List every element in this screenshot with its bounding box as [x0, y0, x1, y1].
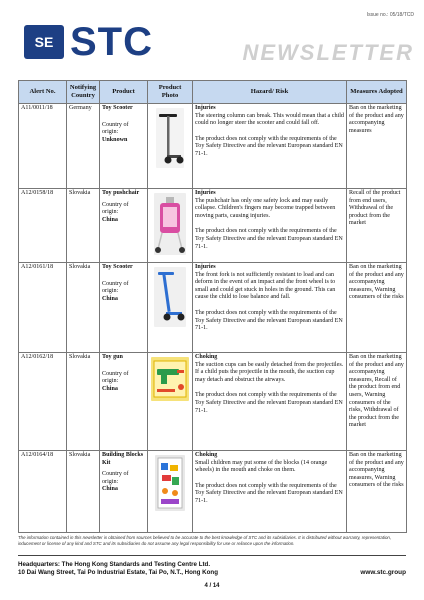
table-row: [19, 104, 407, 189]
page-number: 4 / 14: [204, 583, 220, 589]
headquarters-address: [18, 561, 218, 577]
photo-cell: [148, 189, 193, 263]
measures-cell: Ban on the marketing of the product and any accompanying measures, Recall of the product from end users, Warning consumers of the risks, Withdrawal of the product from the market: [347, 353, 407, 451]
building-blocks-photo: [155, 455, 185, 511]
country-cell: Slovakia: [67, 451, 100, 533]
product-name: Toy Scooter: [102, 105, 133, 111]
stc-logo: [24, 22, 153, 62]
hazard-cell: [193, 353, 347, 451]
origin-country: China: [102, 486, 118, 493]
footer-divider: [18, 555, 406, 556]
hazard-compliance: The product does not comply with the requirements of the Toy Safety Directive and the relevant European standard EN 71-1.: [195, 310, 343, 332]
hazard-description: The pushchair has only one safety lock and may easily collapse. Children's fingers may become trapped between moving parts, causing injuries.: [195, 197, 336, 219]
photo-cell: [148, 353, 193, 451]
origin-label: Country of origin:: [102, 280, 129, 295]
origin-country: China: [102, 216, 118, 223]
alert-no-cell: A12/0164/18: [19, 451, 67, 533]
country-cell: Germany: [67, 104, 100, 189]
measures-cell: Ban on the marketing of the product and any accompanying measures: [347, 104, 407, 189]
measures-cell: Ban on the marketing of the product and any accompanying measures, Warning consumers of the risks: [347, 263, 407, 353]
product-cell: [100, 189, 148, 263]
origin-label: Country of origin:: [102, 121, 129, 136]
hazard-cell: [193, 104, 347, 189]
toy-pushchair-photo: [154, 193, 186, 255]
product-name: Toy gun: [102, 354, 123, 360]
hazard-title: Choking: [195, 452, 218, 458]
header-product-photo: Product Photo: [148, 81, 193, 104]
origin-label: Country of origin:: [102, 471, 129, 485]
country-cell: Slovakia: [67, 189, 100, 263]
hazard-compliance: The product does not comply with the requirements of the Toy Safety Directive and the relevant European standard EN 71-1.: [195, 392, 343, 414]
table-header-row: [19, 81, 407, 104]
product-cell: [100, 263, 148, 353]
toy-scooter-photo: [154, 267, 186, 327]
hazard-title: Injuries: [195, 190, 216, 196]
disclaimer: The information contained in this newsletter is obtained from sources believed to be accurate to the best knowledge of STC and its subsidiaries. It is distributed without warranty, representation, inducement or license of any kind and STC and its subsidiaries do not assume any legal responsibility for use or reliance upon the information.: [18, 535, 392, 546]
product-name: Toy pushchair: [102, 190, 140, 196]
hazard-description: The front fork is not sufficiently resistant to load and can deform in the event of an impact and the front wheel is to small and could get stuck in holes in the ground. This can cause the child to lose balance and fall.: [195, 271, 336, 301]
header-notifying-country: Notifying Country: [67, 81, 100, 104]
stc-logo-mark: SE: [24, 25, 64, 59]
hazard-compliance: The product does not comply with the requirements of the Toy Safety Directive and the relevant European standard EN 71-1.: [195, 482, 343, 505]
hazard-title: Injuries: [195, 105, 216, 111]
table-row: [19, 263, 407, 353]
hq-line-2: 10 Dai Wang Street, Tai Po Industrial Estate, Tai Po, N.T., Hong Kong: [18, 569, 218, 577]
origin-label: Country of origin:: [102, 370, 129, 385]
hazard-compliance: The product does not comply with the requirements of the Toy Safety Directive and the relevant European standard EN 71-1.: [195, 135, 343, 158]
alert-no-cell: A12/0158/18: [19, 189, 67, 263]
alert-no-cell: A12/0161/18: [19, 263, 67, 353]
origin-country: China: [102, 385, 118, 392]
hazard-cell: [193, 263, 347, 353]
product-cell: [100, 451, 148, 533]
measures-cell: Ban on the marketing of the product and any accompanying measures, Warning consumers of the risks: [347, 451, 407, 533]
stc-logo-text: STC: [70, 20, 153, 64]
alert-no-cell: A12/0162/18: [19, 353, 67, 451]
measures-cell: Recall of the product from end users, Withdrawal of the product from the market: [347, 189, 407, 263]
hazard-description: The steering column can break. This would mean that a child could no longer steer the scooter and could fall off.: [195, 112, 344, 127]
hazard-title: Injuries: [195, 264, 216, 270]
alerts-table: [18, 80, 407, 533]
hazard-compliance: The product does not comply with the requirements of the Toy Safety Directive and the relevant European standard EN 71-1.: [195, 228, 343, 250]
product-name: Building Blocks Kit: [102, 452, 144, 466]
header-product: Product: [100, 81, 148, 104]
hazard-cell: [193, 189, 347, 263]
newsletter-title: NEWSLETTER: [242, 40, 414, 65]
product-cell: [100, 104, 148, 189]
country-cell: Slovakia: [67, 353, 100, 451]
photo-cell: [148, 104, 193, 189]
issue-number: Issue no.: 05/18/TCD: [366, 12, 414, 18]
page-header: [0, 0, 424, 80]
origin-label: Country of origin:: [102, 201, 129, 216]
header-measures-adopted: Measures Adopted: [347, 81, 407, 104]
hazard-description: The suction cups can be easily detached from the projectiles. If a child puts the projectile in the mouth, the suction cup may detach and obstruct the airways.: [195, 361, 344, 383]
origin-country: Unknown: [102, 136, 128, 143]
toy-scooter-photo: [156, 108, 184, 168]
alert-no-cell: A11/0011/18: [19, 104, 67, 189]
toy-gun-photo: [151, 357, 189, 401]
header-alert-no: Alert No.: [19, 81, 67, 104]
table-row: [19, 353, 407, 451]
hazard-description: Small children may put some of the blocks (14 orange wheels) in the mouth and choke on them.: [195, 459, 328, 474]
photo-cell: [148, 451, 193, 533]
website-link[interactable]: www.stc.group: [360, 569, 406, 576]
hq-line-1: Headquarters: The Hong Kong Standards and Testing Centre Ltd.: [18, 561, 211, 568]
product-cell: [100, 353, 148, 451]
country-cell: Slovakia: [67, 263, 100, 353]
table-row: [19, 451, 407, 533]
photo-cell: [148, 263, 193, 353]
hazard-title: Choking: [195, 354, 218, 360]
table-row: [19, 189, 407, 263]
hazard-cell: [193, 451, 347, 533]
origin-country: China: [102, 295, 118, 302]
header-hazard-risk: Hazard/ Risk: [193, 81, 347, 104]
product-name: Toy Scooter: [102, 264, 133, 270]
